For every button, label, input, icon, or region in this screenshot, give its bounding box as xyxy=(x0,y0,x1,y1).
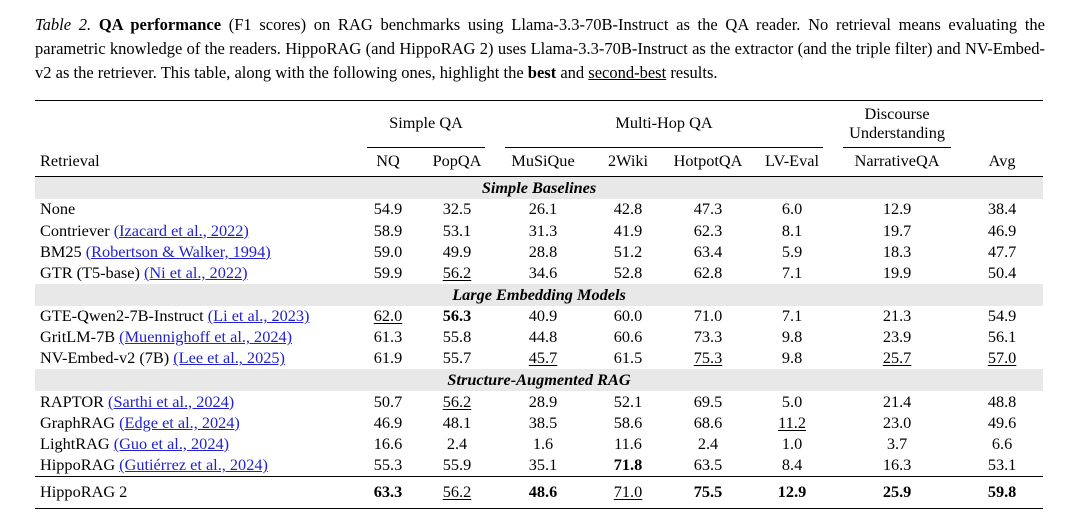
method-name: Contriever xyxy=(40,220,110,240)
value-cell: 61.5 xyxy=(613,348,643,368)
value-cell: 38.4 xyxy=(987,199,1017,219)
value-cell: 47.3 xyxy=(693,199,723,219)
value-cell: 61.9 xyxy=(373,348,403,368)
group-header-discourse-understanding xyxy=(833,100,961,148)
value-cell: 23.9 xyxy=(882,327,912,347)
caption-segment: and xyxy=(556,62,589,82)
value-cell: 73.3 xyxy=(693,327,723,347)
value-cell: 59.0 xyxy=(373,241,403,261)
value-cell: 54.9 xyxy=(987,306,1017,326)
method-name: NV-Embed-v2 (7B) xyxy=(40,348,170,368)
value-cell: 5.0 xyxy=(781,391,803,411)
column-header-retrieval: Retrieval xyxy=(35,148,357,177)
citation-link[interactable]: (Lee et al., 2025) xyxy=(173,348,285,368)
column-header-avg: Avg xyxy=(961,148,1043,177)
value-cell: 53.1 xyxy=(987,455,1017,475)
value-cell: 12.9 xyxy=(751,476,833,508)
table-caption xyxy=(35,13,1045,85)
table-row xyxy=(35,306,1043,327)
value-cell: 9.8 xyxy=(781,327,803,347)
value-cell: 16.6 xyxy=(373,434,403,454)
value-cell: 46.9 xyxy=(987,220,1017,240)
value-cell: 1.6 xyxy=(532,434,554,454)
value-cell: 52.8 xyxy=(613,262,643,282)
group-header-row xyxy=(35,100,1043,148)
value-cell: 54.9 xyxy=(373,199,403,219)
method-cell xyxy=(35,348,357,369)
table-body xyxy=(35,176,1043,508)
value-cell: 3.7 xyxy=(886,434,908,454)
value-cell: 41.9 xyxy=(613,220,643,240)
column-header-lv-eval: LV-Eval xyxy=(751,148,833,177)
value-cell: 2.4 xyxy=(446,434,468,454)
method-cell xyxy=(35,199,357,220)
table-row xyxy=(35,455,1043,477)
value-cell: 38.5 xyxy=(528,412,558,432)
value-cell: 58.9 xyxy=(373,220,403,240)
value-cell: 16.3 xyxy=(882,455,912,475)
table-row xyxy=(35,412,1043,433)
caption-segment: (F1 scores) on RAG benchmarks using Llama-3.3-70B-Instruct as the QA reader. No retrieval means evaluating the parametric knowledge of the readers. HippoRAG (and HippoRAG 2) uses Llama-3.3-70B-Instruct as the extractor (and the triple filter) and NV-Embed-v2 as the retriever. This table, along with the following ones, highlight the xyxy=(35,15,1045,82)
table-head xyxy=(35,100,1043,176)
value-cell: 9.8 xyxy=(781,348,803,368)
value-cell: 21.4 xyxy=(882,391,912,411)
method-name: LightRAG xyxy=(40,434,110,454)
value-cell: 56.3 xyxy=(442,306,472,326)
value-cell: 48.1 xyxy=(442,412,472,432)
value-cell: 6.6 xyxy=(991,434,1013,454)
value-cell: 8.1 xyxy=(781,220,803,240)
caption-segment: QA performance xyxy=(98,15,222,34)
section-header-row xyxy=(35,176,1043,199)
group-header-label: Simple QA xyxy=(367,104,485,148)
column-header-musique: MuSiQue xyxy=(495,148,591,177)
column-header-2wiki: 2Wiki xyxy=(591,148,665,177)
value-cell: 25.9 xyxy=(833,476,961,508)
value-cell: 26.1 xyxy=(528,199,558,219)
section-title: Structure-Augmented RAG xyxy=(35,369,1043,391)
section-title: Simple Baselines xyxy=(35,176,1043,199)
group-header-blank xyxy=(35,100,357,148)
method-name: GraphRAG xyxy=(40,412,116,432)
value-cell: 56.2 xyxy=(442,391,472,411)
caption-segment: best xyxy=(527,62,557,82)
value-cell: 56.2 xyxy=(419,476,495,508)
value-cell: 47.7 xyxy=(987,241,1017,261)
value-cell: 71.8 xyxy=(613,455,643,475)
method-cell xyxy=(35,455,357,477)
value-cell: 62.8 xyxy=(693,262,723,282)
group-header-multi-hop-qa xyxy=(495,100,833,148)
value-cell: 59.8 xyxy=(961,476,1043,508)
column-header-nq: NQ xyxy=(357,148,419,177)
table-row-final xyxy=(35,476,1043,508)
value-cell: 21.3 xyxy=(882,306,912,326)
value-cell: 46.9 xyxy=(373,412,403,432)
value-cell: 61.3 xyxy=(373,327,403,347)
group-header-label: Multi-Hop QA xyxy=(505,104,823,148)
table-row xyxy=(35,391,1043,412)
value-cell: 55.8 xyxy=(442,327,472,347)
value-cell: 18.3 xyxy=(882,241,912,261)
value-cell: 57.0 xyxy=(987,348,1017,368)
section-title: Large Embedding Models xyxy=(35,284,1043,306)
method-cell xyxy=(35,433,357,454)
value-cell: 11.2 xyxy=(778,412,806,432)
table-row xyxy=(35,241,1043,262)
column-header-narrativeqa: NarrativeQA xyxy=(833,148,961,177)
method-name: HippoRAG xyxy=(40,455,116,475)
citation-link[interactable]: (Guo et al., 2024) xyxy=(113,434,230,454)
value-cell: 44.8 xyxy=(528,327,558,347)
value-cell: 71.0 xyxy=(693,306,723,326)
value-cell: 19.7 xyxy=(882,220,912,240)
value-cell: 40.9 xyxy=(528,306,558,326)
value-cell: 6.0 xyxy=(781,199,803,219)
table-row xyxy=(35,348,1043,369)
method-name: HippoRAG 2 xyxy=(40,481,128,501)
caption-segment: Table 2. xyxy=(35,15,92,34)
group-header-simple-qa xyxy=(357,100,495,148)
method-name: RAPTOR xyxy=(40,391,104,411)
value-cell: 59.9 xyxy=(373,262,403,282)
method-name: BM25 xyxy=(40,241,82,261)
value-cell: 50.4 xyxy=(987,262,1017,282)
method-name: None xyxy=(40,199,76,219)
method-cell xyxy=(35,220,357,241)
caption-segment: results. xyxy=(666,62,718,82)
value-cell: 62.0 xyxy=(373,306,403,326)
caption-segment: second-best xyxy=(588,62,667,82)
value-cell: 75.5 xyxy=(665,476,751,508)
value-cell: 68.6 xyxy=(693,412,723,432)
group-header-label: Discourse Understanding xyxy=(843,104,951,148)
value-cell: 7.1 xyxy=(781,262,803,282)
table-row xyxy=(35,220,1043,241)
value-cell: 11.6 xyxy=(614,434,642,454)
value-cell: 63.4 xyxy=(693,241,723,261)
column-header-hotpotqa: HotpotQA xyxy=(665,148,751,177)
value-cell: 56.1 xyxy=(987,327,1017,347)
value-cell: 48.6 xyxy=(495,476,591,508)
value-cell: 55.3 xyxy=(373,455,403,475)
value-cell: 62.3 xyxy=(693,220,723,240)
table-row xyxy=(35,433,1043,454)
value-cell: 25.7 xyxy=(882,348,912,368)
value-cell: 35.1 xyxy=(528,455,558,475)
value-cell: 1.0 xyxy=(781,434,803,454)
value-cell: 60.6 xyxy=(613,327,643,347)
citation-link[interactable]: (Li et al., 2023) xyxy=(207,306,310,326)
value-cell: 60.0 xyxy=(613,306,643,326)
method-cell xyxy=(35,476,357,508)
method-cell xyxy=(35,306,357,327)
value-cell: 23.0 xyxy=(882,412,912,432)
value-cell: 75.3 xyxy=(693,348,723,368)
citation-link[interactable]: (Edge et al., 2024) xyxy=(119,412,240,432)
value-cell: 51.2 xyxy=(613,241,643,261)
value-cell: 48.8 xyxy=(987,391,1017,411)
value-cell: 50.7 xyxy=(373,391,403,411)
method-cell xyxy=(35,327,357,348)
value-cell: 2.4 xyxy=(697,434,719,454)
value-cell: 55.7 xyxy=(442,348,472,368)
value-cell: 69.5 xyxy=(693,391,723,411)
value-cell: 42.8 xyxy=(613,199,643,219)
value-cell: 71.0 xyxy=(591,476,665,508)
method-name: GTE-Qwen2-7B-Instruct xyxy=(40,306,204,326)
value-cell: 7.1 xyxy=(781,306,803,326)
section-header-row xyxy=(35,369,1043,391)
section-header-row xyxy=(35,284,1043,306)
citation-link[interactable]: (Sarthi et al., 2024) xyxy=(108,391,235,411)
value-cell: 5.9 xyxy=(781,241,803,261)
value-cell: 58.6 xyxy=(613,412,643,432)
citation-link[interactable]: (Izacard et al., 2022) xyxy=(113,220,249,240)
method-name: GritLM-7B xyxy=(40,327,116,347)
citation-link[interactable]: (Ni et al., 2022) xyxy=(144,262,248,282)
group-header-blank xyxy=(961,100,1043,148)
value-cell: 28.9 xyxy=(528,391,558,411)
value-cell: 34.6 xyxy=(528,262,558,282)
value-cell: 55.9 xyxy=(442,455,472,475)
value-cell: 32.5 xyxy=(442,199,472,219)
value-cell: 45.7 xyxy=(528,348,558,368)
method-cell xyxy=(35,412,357,433)
value-cell: 63.5 xyxy=(693,455,723,475)
value-cell: 52.1 xyxy=(613,391,643,411)
value-cell: 63.3 xyxy=(357,476,419,508)
value-cell: 28.8 xyxy=(528,241,558,261)
table-row xyxy=(35,199,1043,220)
value-cell: 49.9 xyxy=(442,241,472,261)
value-cell: 8.4 xyxy=(781,455,803,475)
value-cell: 12.9 xyxy=(882,199,912,219)
value-cell: 53.1 xyxy=(442,220,472,240)
table-row xyxy=(35,262,1043,283)
method-name: GTR (T5-base) xyxy=(40,262,140,282)
column-header-row xyxy=(35,148,1043,177)
citation-link[interactable]: (Gutiérrez et al., 2024) xyxy=(119,455,268,475)
method-cell xyxy=(35,262,357,283)
caption-segment xyxy=(91,15,99,34)
value-cell: 31.3 xyxy=(528,220,558,240)
table-row xyxy=(35,327,1043,348)
column-header-popqa: PopQA xyxy=(419,148,495,177)
value-cell: 19.9 xyxy=(882,262,912,282)
citation-link[interactable]: (Robertson & Walker, 1994) xyxy=(85,241,271,261)
method-cell xyxy=(35,391,357,412)
citation-link[interactable]: (Muennighoff et al., 2024) xyxy=(119,327,293,347)
results-table xyxy=(35,100,1043,509)
value-cell: 56.2 xyxy=(442,262,472,282)
method-cell xyxy=(35,241,357,262)
value-cell: 49.6 xyxy=(987,412,1017,432)
